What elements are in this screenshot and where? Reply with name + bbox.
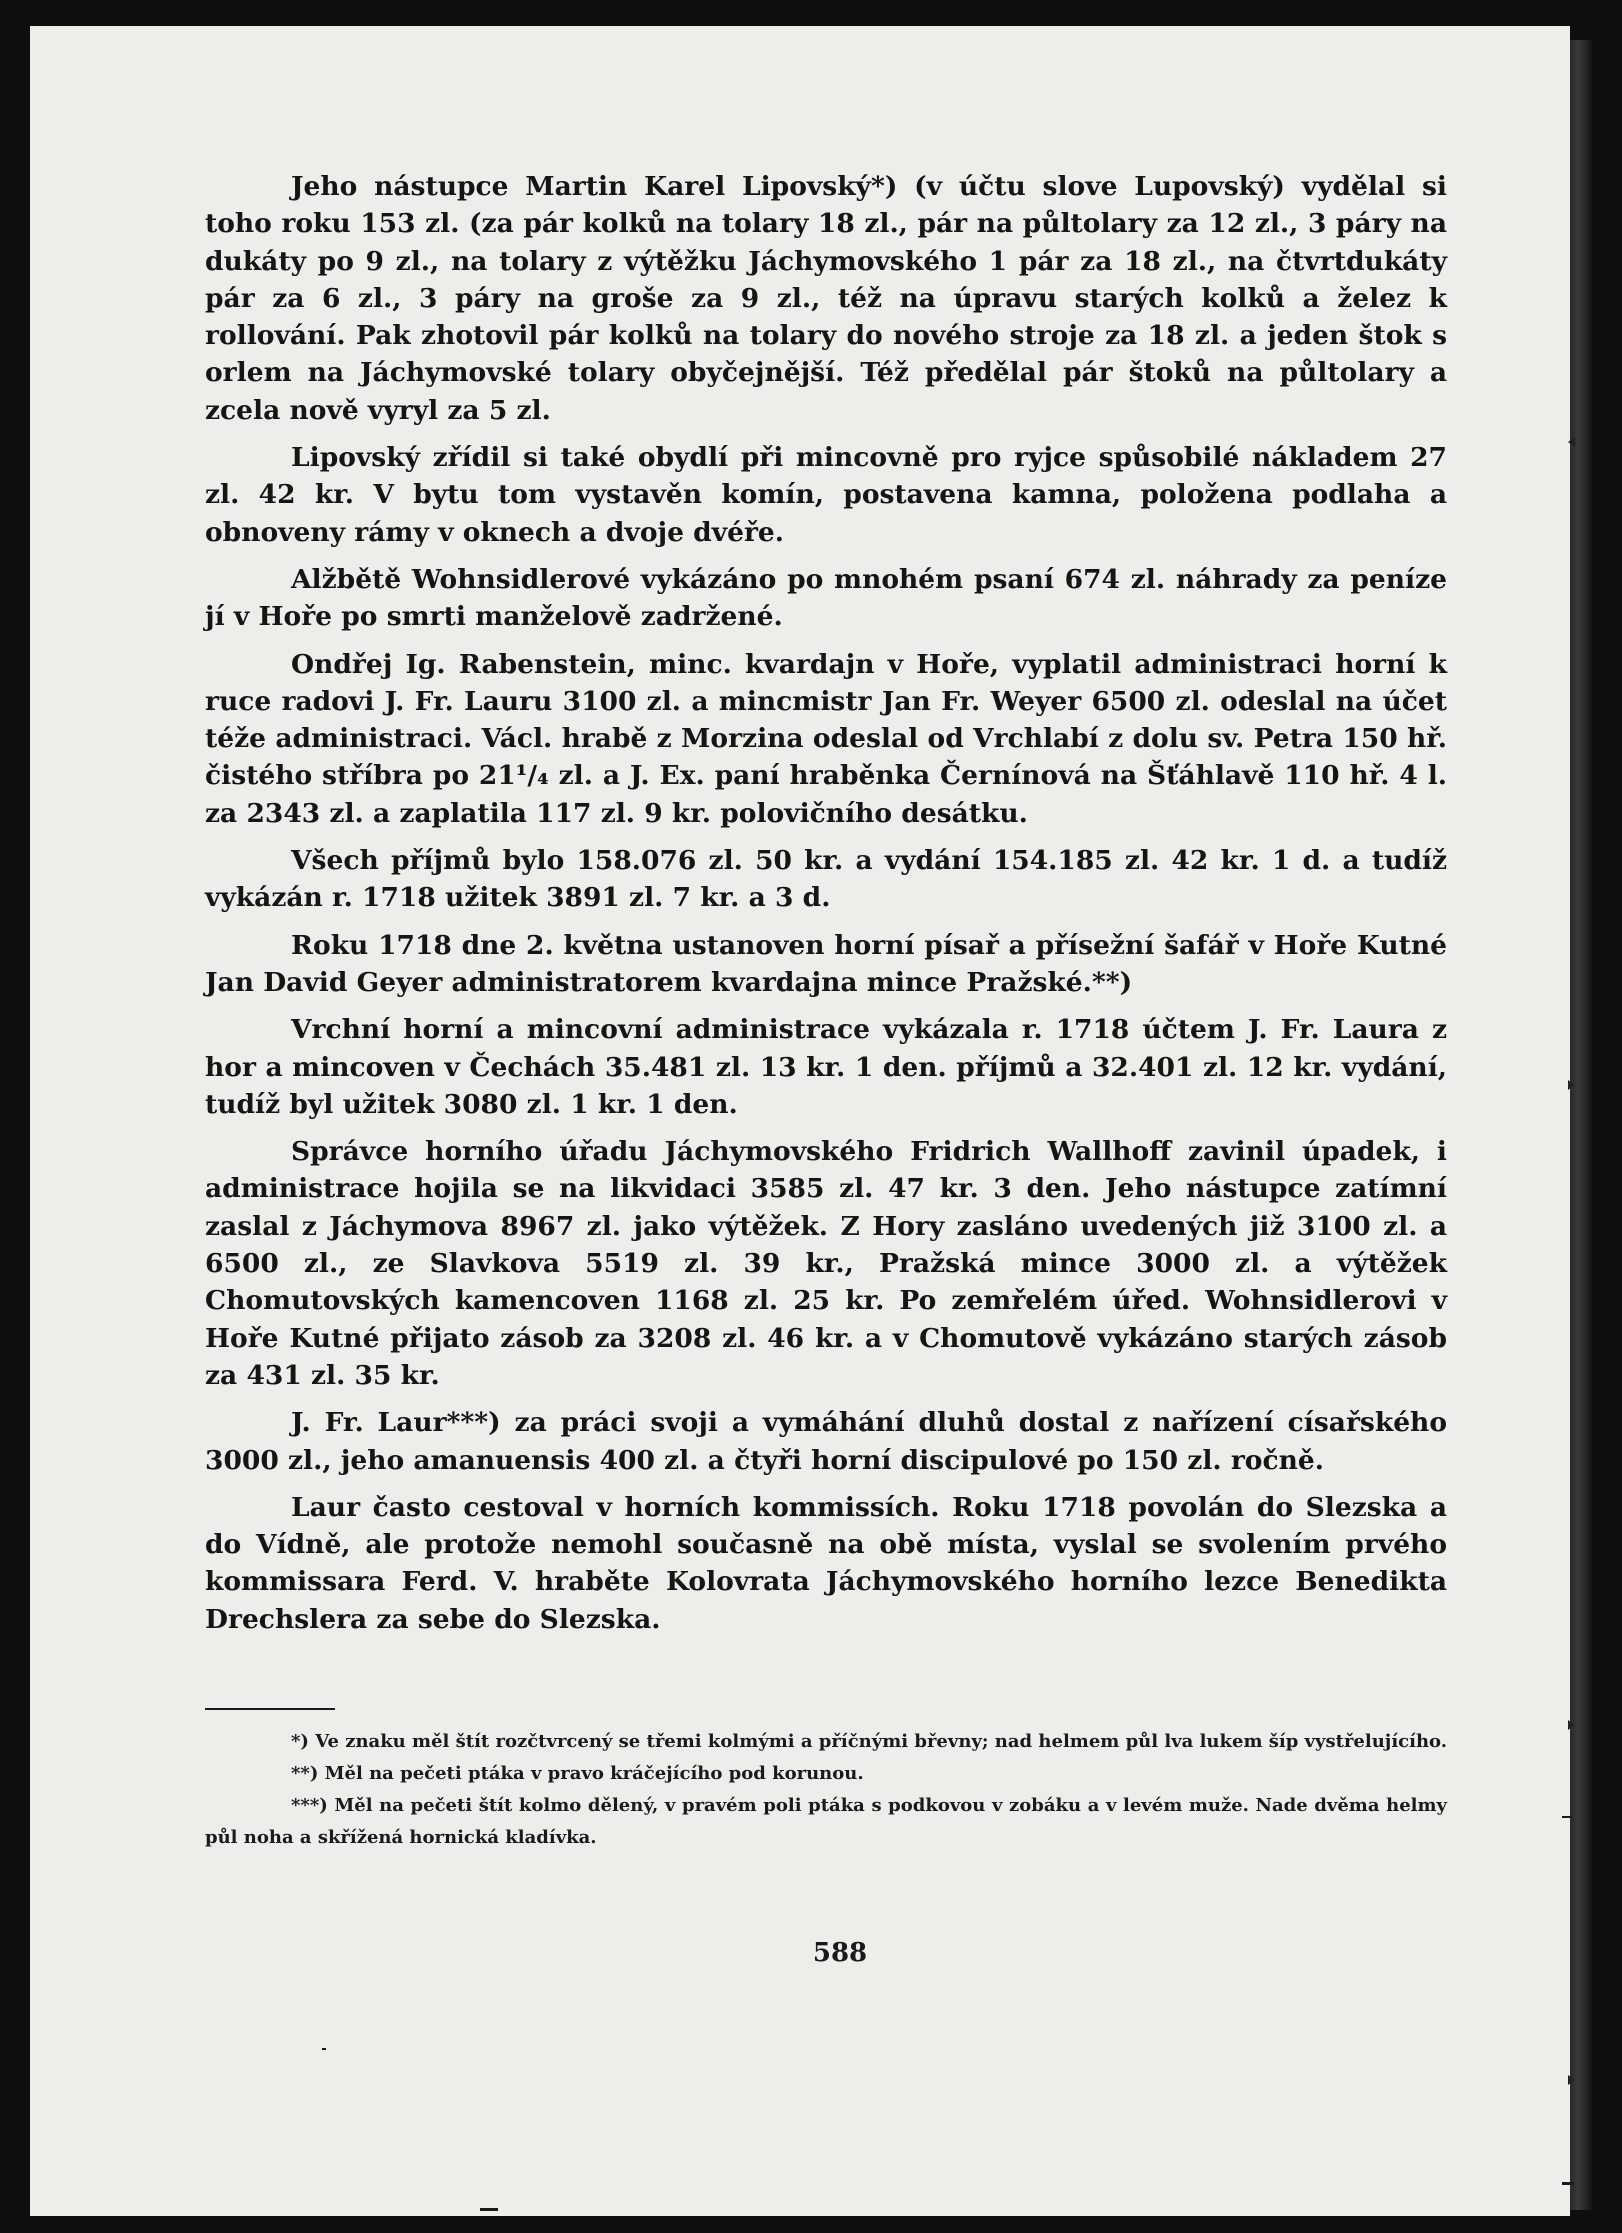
- main-text: [205, 168, 1447, 1648]
- paragraph-5: Všech příjmů bylo 158.076 zl. 50 kr. a vydání 154.185 zl. 42 kr. 1 d. a tudíž vykázán r. 1718 užitek 3891 zl. 7 kr. a 3 d.: [205, 845, 1447, 914]
- footnote-2: **) Měl na pečeti ptáka v pravo kráčejícího pod korunou.: [291, 1763, 864, 1784]
- footnote-1: *) Ve znaku měl štít rozčtvrcený se třemi kolmými a příčnými břevny; nad helmem půl lva lukem šíp vystřelujícího.: [291, 1731, 1447, 1752]
- scan-mark-triangle: [1568, 1720, 1575, 1730]
- paragraph-1: Jeho nástupce Martin Karel Lipovský*) (v účtu slove Lupovský) vydělal si toho roku 153 zl. (za pár kolků na tolary 18 zl., pár na půltolary za 12 zl., 3 páry na dukáty po 9 zl., na tolary z výtěžku Jáchymovského 1 pár za 18 zl., na čtvrtdukáty pár za 6 zl., 3 páry na groše za 9 zl., též na úpravu starých kolků a želez k rollování. Pak zhotovil pár kolků na tolary do nového stroje za 18 zl. a jeden štok s orlem na Jáchymovské tolary obyčejnější. Též předělal pár štoků na půltolary a zcela nově vyryl za 5 zl.: [205, 171, 1447, 426]
- scan-mark-dash: [1562, 2182, 1574, 2185]
- page-edge-shadow: [1570, 40, 1592, 2210]
- scan-mark-dash: [480, 2208, 498, 2211]
- paragraph-2: Lipovský zřídil si také obydlí při mincovně pro ryjce spůsobilé nákladem 27 zl. 42 kr. V bytu tom vystavěn komín, postavena kamna, položena podlaha a obnoveny rámy v oknech a dvoje dvéře.: [205, 442, 1447, 548]
- scan-mark-dash: [1562, 1816, 1572, 1818]
- footnote-3: ***) Měl na pečeti štít kolmo dělený, v pravém poli ptáka s podkovou v zobáku a v levém muže. Nade dvěma helmy půl noha a skřížená hornická kladívka.: [205, 1795, 1447, 1848]
- paragraph-9: J. Fr. Laur***) za práci svoji a vymáhání dluhů dostal z nařízení císařského 3000 zl., jeho amanuensis 400 zl. a čtyři horní discipulové po 150 zl. ročně.: [205, 1407, 1447, 1476]
- paragraph-6: Roku 1718 dne 2. května ustanoven horní písař a přísežní šafář v Hoře Kutné Jan David Geyer administratorem kvardajna mince Pražské.**): [205, 929, 1447, 998]
- scan-mark-triangle: [1568, 2075, 1575, 2085]
- scan-mark-triangle: [1568, 437, 1575, 447]
- footnotes: [205, 1726, 1447, 1854]
- footnote-divider: [205, 1708, 335, 1710]
- paragraph-7: Vrchní horní a mincovní administrace vykázala r. 1718 účtem J. Fr. Laura z hor a mincoven v Čechách 35.481 zl. 13 kr. 1 den. příjmů a 32.401 zl. 12 kr. vydání, tudíž byl užitek 3080 zl. 1 kr. 1 den.: [205, 1014, 1447, 1120]
- page-number: 588: [812, 1938, 868, 1968]
- scan-mark-triangle: [1568, 1080, 1575, 1090]
- paragraph-3: Alžbětě Wohnsidlerové vykázáno po mnohém psaní 674 zl. náhrady za peníze jí v Hoře po smrti manželově zadržené.: [205, 563, 1447, 633]
- scan-mark-dot: [322, 2048, 326, 2050]
- paragraph-8: Správce horního úřadu Jáchymovského Fridrich Wallhoff zavinil úpadek, i administrace hojila se na likvidaci 3585 zl. 47 kr. 3 den. Jeho nástupce zatímní zaslal z Jáchymova 8967 zl. jako výtěžek. Z Hory zasláno uvedených již 3100 zl. a 6500 zl., ze Slavkova 5519 zl. 39 kr., Pražská mince 3000 zl. a výtěžek Chomutovských kamencoven 1168 zl. 25 kr. Po zemřelém úřed. Wohnsidlerovi v Hoře Kutné přijato zásob za 3208 zl. 46 kr. a v Chomutově vykázáno starých zásob za 431 zl. 35 kr.: [205, 1136, 1447, 1391]
- paragraph-4: Ondřej Ig. Rabenstein, minc. kvardajn v Hoře, vyplatil administraci horní k ruce radovi J. Fr. Lauru 3100 zl. a mincmistr Jan Fr. Weyer 6500 zl. odeslal na účet téže administraci. Václ. hrabě z Morzina odeslal od Vrchlabí z dolu sv. Petra 150 hř. čistého stříbra po 21¹/₄ zl. a J. Ex. paní hraběnka Černínová na Šťáhlavě 110 hř. 4 l. za 2343 zl. a zaplatila 117 zl. 9 kr. polovičního desátku.: [205, 648, 1447, 829]
- paragraph-10: Laur často cestoval v horních kommissích. Roku 1718 povolán do Slezska a do Vídně, ale protože nemohl současně na obě místa, vyslal se svolením prvého kommissara Ferd. V. hraběte Kolovrata Jáchymovského horního lezce Benedikta Drechslera za sebe do Slezska.: [205, 1491, 1447, 1635]
